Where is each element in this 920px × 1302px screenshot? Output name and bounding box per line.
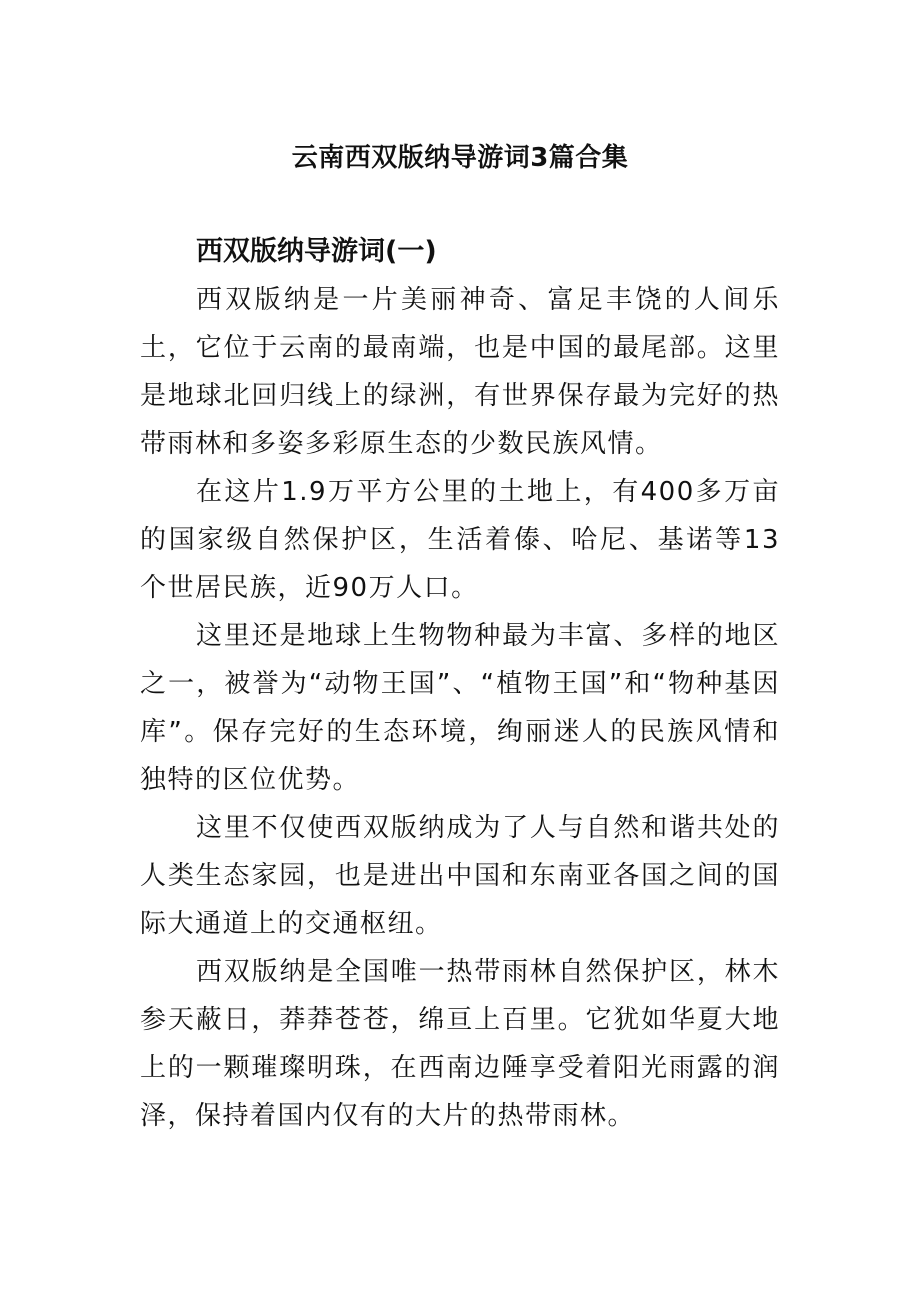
document-title: 云南西双版纳导游词3篇合集 <box>291 143 629 173</box>
paragraph-1: 西双版纳是一片美丽神奇、富足丰饶的人间乐土，它位于云南的最南端，也是中国的最尾部。这里是地球北回归线上的绿洲，有世界保存最为完好的热带雨林和多姿多彩原生态的少数民族风情。 <box>140 285 780 459</box>
section-heading: 西双版纳导游词(一) <box>196 236 437 267</box>
document-body <box>140 228 780 1140</box>
paragraph-2: 在这片1.9万平方公里的土地上，有400多万亩的国家级自然保护区，生活着傣、哈尼、基诺等13个世居民族，近90万人口。 <box>140 477 780 603</box>
paragraph-4: 这里不仅使西双版纳成为了人与自然和谐共处的人类生态家园，也是进出中国和东南亚各国之间的国际大通道上的交通枢纽。 <box>140 813 780 939</box>
paragraph-5: 西双版纳是全国唯一热带雨林自然保护区，林木参天蔽日，莽莽苍苍，绵亘上百里。它犹如华夏大地上的一颗璀璨明珠，在西南边陲享受着阳光雨露的润泽，保持着国内仅有的大片的热带雨林。 <box>140 957 780 1131</box>
paragraph-3: 这里还是地球上生物物种最为丰富、多样的地区之一，被誉为“动物王国”、“植物王国”和“物种基因库”。保存完好的生态环境，绚丽迷人的民族风情和独特的区位优势。 <box>140 621 780 795</box>
